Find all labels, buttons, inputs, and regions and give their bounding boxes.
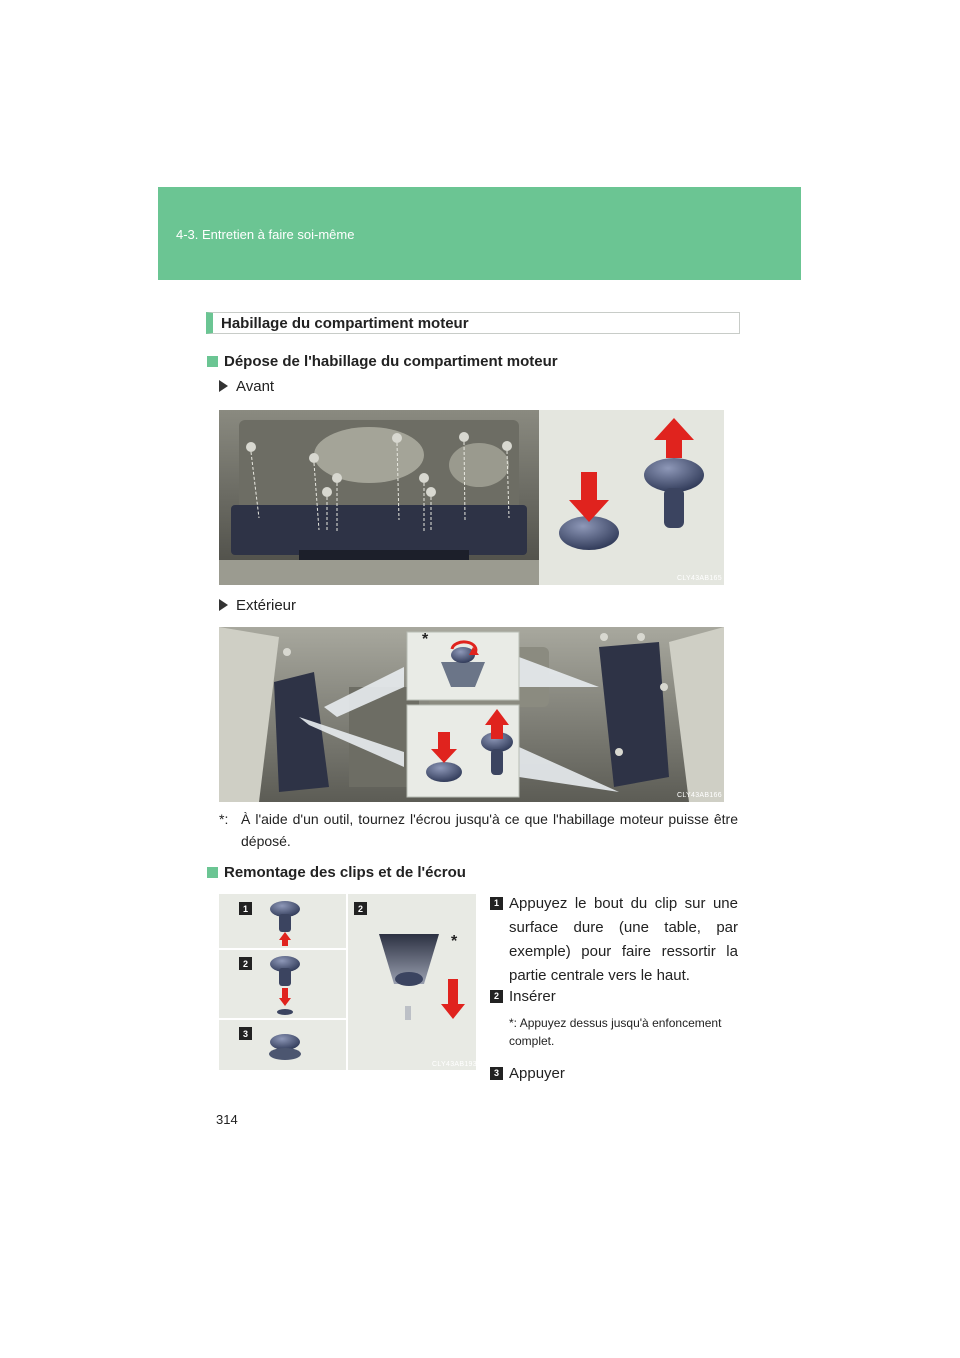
refit-figure bbox=[219, 894, 476, 1070]
svg-text:2: 2 bbox=[242, 959, 249, 969]
page-number: 314 bbox=[216, 1112, 238, 1127]
step-number: 2 bbox=[490, 990, 503, 1003]
svg-text:*: * bbox=[451, 933, 458, 950]
asterisk-marker: * bbox=[422, 631, 429, 648]
chapter-header-band bbox=[158, 187, 801, 280]
step-text: Insérer bbox=[509, 988, 556, 1005]
removal-title: Dépose de l'habillage du compartiment moteur bbox=[224, 353, 558, 370]
step-number: 3 bbox=[490, 1067, 503, 1080]
chapter-title: 4-3. Entretien à faire soi-même bbox=[176, 227, 355, 242]
clip-refit-illustration bbox=[219, 894, 476, 1070]
section-heading bbox=[206, 312, 740, 334]
note-text: À l'aide d'un outil, tournez l'écrou jusqu'à ce que l'habillage moteur puisse être déposé. bbox=[241, 811, 738, 849]
triangle-bullet-icon bbox=[219, 599, 228, 611]
step-3 bbox=[490, 1062, 738, 1086]
figure-code: CLY43AB166 bbox=[677, 792, 722, 799]
step-text: Appuyez le bout du clip sur une surface dure (une table, par exemple) pour faire ressortir la partie centrale vers le haut. bbox=[509, 895, 738, 984]
svg-text:3: 3 bbox=[242, 1029, 249, 1039]
svg-text:1: 1 bbox=[242, 904, 249, 914]
front-label: Avant bbox=[219, 378, 274, 395]
triangle-bullet-icon bbox=[219, 380, 228, 392]
removal-subheading bbox=[207, 353, 558, 370]
removal-note bbox=[219, 808, 738, 852]
refit-title: Remontage des clips et de l'écrou bbox=[224, 864, 466, 881]
step-2 bbox=[490, 985, 738, 1009]
square-bullet-icon bbox=[207, 867, 218, 878]
figure-code: CLY43AB193 bbox=[432, 1061, 477, 1068]
refit-subheading bbox=[207, 864, 466, 881]
exterior-label: Extérieur bbox=[219, 597, 296, 614]
note-marker: *: bbox=[509, 1016, 518, 1030]
note-text: Appuyez dessus jusqu'à enfoncement complet. bbox=[509, 1016, 722, 1048]
engine-side-illustration bbox=[219, 627, 724, 802]
engine-front-illustration bbox=[219, 410, 724, 585]
step-number: 1 bbox=[490, 897, 503, 910]
svg-text:2: 2 bbox=[357, 904, 364, 914]
front-removal-figure bbox=[219, 410, 724, 585]
exterior-removal-figure bbox=[219, 627, 724, 802]
step-1 bbox=[490, 892, 738, 988]
step-text: Appuyer bbox=[509, 1065, 565, 1082]
section-title: Habillage du compartiment moteur bbox=[221, 315, 469, 332]
note-marker: *: bbox=[219, 811, 229, 827]
square-bullet-icon bbox=[207, 356, 218, 367]
step-2-note bbox=[509, 1014, 738, 1050]
figure-code: CLY43AB165 bbox=[677, 575, 722, 582]
